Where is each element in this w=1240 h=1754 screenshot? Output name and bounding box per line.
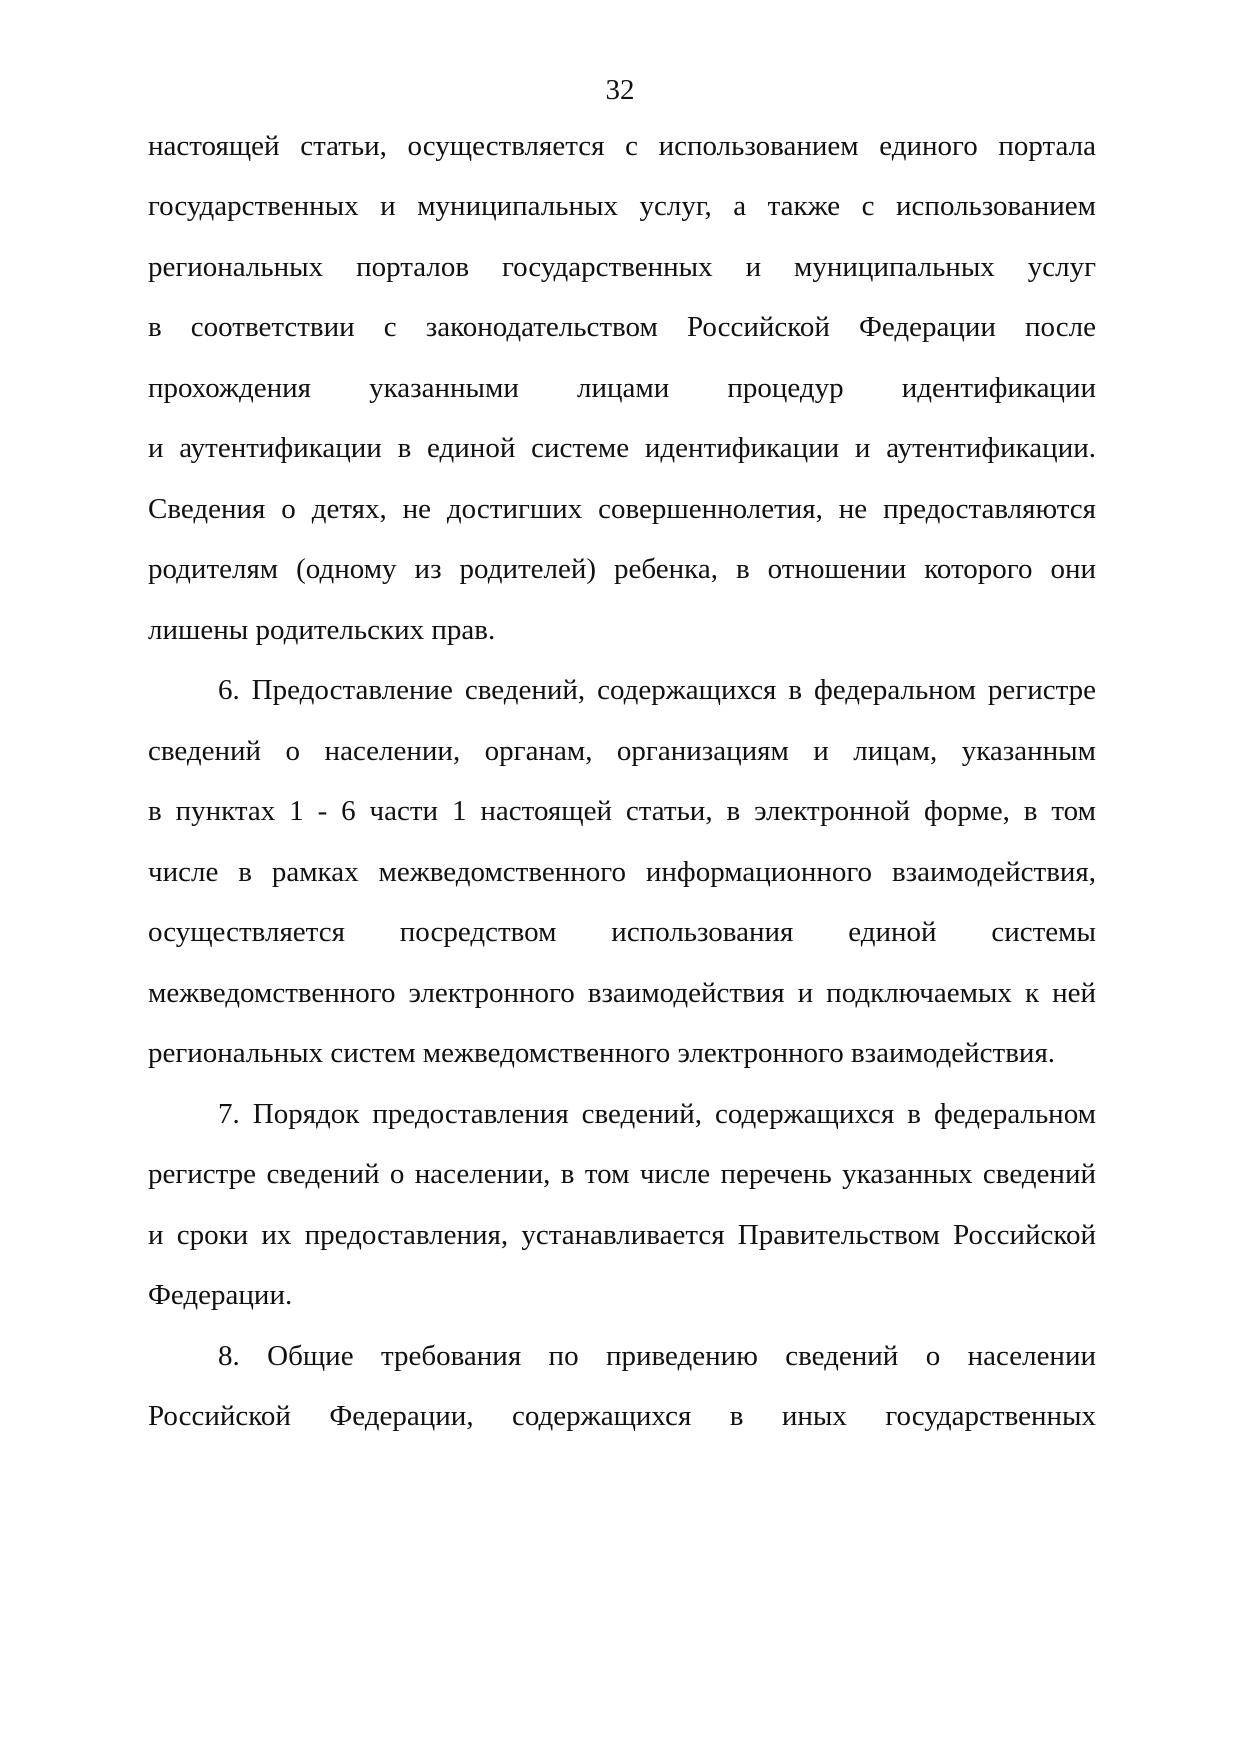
text-line: родителям (одному из родителей) ребенка, в отношении которого они [148, 553, 1096, 585]
text-line: 7. Порядок предоставления сведений, содержащихся в федеральном [218, 1098, 1096, 1130]
text-line: прохождения указанными лицами процедур идентификации [148, 372, 1096, 404]
text-line: региональных порталов государственных и муниципальных услуг [148, 251, 1096, 283]
text-line: и аутентификации в единой системе идентификации и аутентификации. [148, 432, 1096, 464]
text-line: сведений о населении, органам, организациям и лицам, указанным [148, 735, 1096, 767]
text-line: и сроки их предоставления, устанавливается Правительством Российской [148, 1219, 1096, 1251]
text-line: региональных систем межведомственного электронного взаимодействия. [148, 1037, 1056, 1069]
text-line: осуществляется посредством использования единой системы [148, 916, 1096, 948]
text-line: Российской Федерации, содержащихся в иных государственных [148, 1400, 1096, 1432]
text-line: лишены родительских прав. [148, 614, 496, 646]
page-number: 32 [605, 74, 635, 106]
text-line: регистре сведений о населении, в том числе перечень указанных сведений [148, 1158, 1096, 1190]
text-line: Сведения о детях, не достигших совершеннолетия, не предоставляются [148, 493, 1096, 525]
text-line: Федерации. [148, 1279, 293, 1311]
text-line: 6. Предоставление сведений, содержащихся в федеральном регистре [218, 674, 1096, 706]
text-line: 8. Общие требования по приведению сведений о населении [218, 1340, 1096, 1372]
text-line: числе в рамках межведомственного информационного взаимодействия, [148, 856, 1096, 888]
text-line: в пунктах 1 - 6 части 1 настоящей статьи, в электронной форме, в том [148, 795, 1096, 827]
text-line: настоящей статьи, осуществляется с использованием единого портала [148, 130, 1096, 162]
text-line: в соответствии с законодательством Российской Федерации после [148, 311, 1096, 343]
text-line: государственных и муниципальных услуг, а также с использованием [148, 190, 1096, 222]
text-line: межведомственного электронного взаимодействия и подключаемых к ней [148, 977, 1096, 1009]
